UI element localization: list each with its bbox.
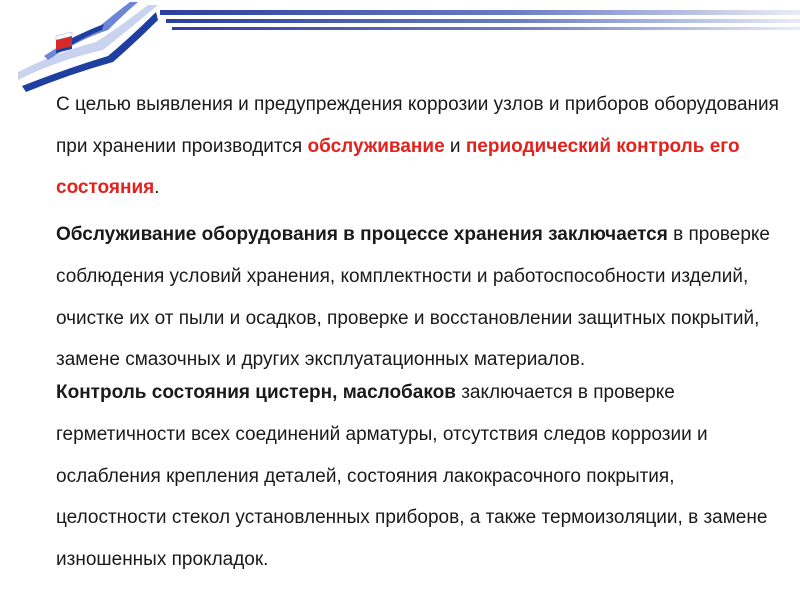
maintenance-text: в проверке соблюдения условий хранения, комплектности и работоспособности изделий, очистке их от пыли и осадков, проверке и восстановлении защитных покрытий, замене смазочных и других эксплуатационных материалов. <box>56 224 770 371</box>
maintenance-lead: Обслуживание оборудования в процессе хранения заключается <box>56 224 668 245</box>
control-lead: Контроль состояния цистерн, маслобаков <box>56 382 456 403</box>
highlight-periodic-control: периодический контроль его состояния <box>56 135 740 199</box>
highlight-maintenance: обслуживание <box>307 135 445 157</box>
book-with-flag-logo <box>8 0 158 95</box>
intro-paragraph <box>56 84 786 209</box>
control-paragraph <box>56 372 786 581</box>
control-text: заключается в проверке герметичности всех соединений арматуры, отсутствия следов коррозии и ослабления крепления деталей, состояния лакокрасочного покрытия, целостности стекол установленных приборов, а также термоизоляции, в замене изношенных прокладок. <box>56 382 768 571</box>
intro-text-3: . <box>154 177 160 199</box>
decorative-stripes <box>160 6 800 46</box>
intro-text-1: С целью выявления и предупреждения коррозии узлов и приборов оборудования при хранении производится <box>56 94 779 157</box>
maintenance-paragraph <box>56 214 786 381</box>
intro-text-2: и <box>444 135 466 157</box>
